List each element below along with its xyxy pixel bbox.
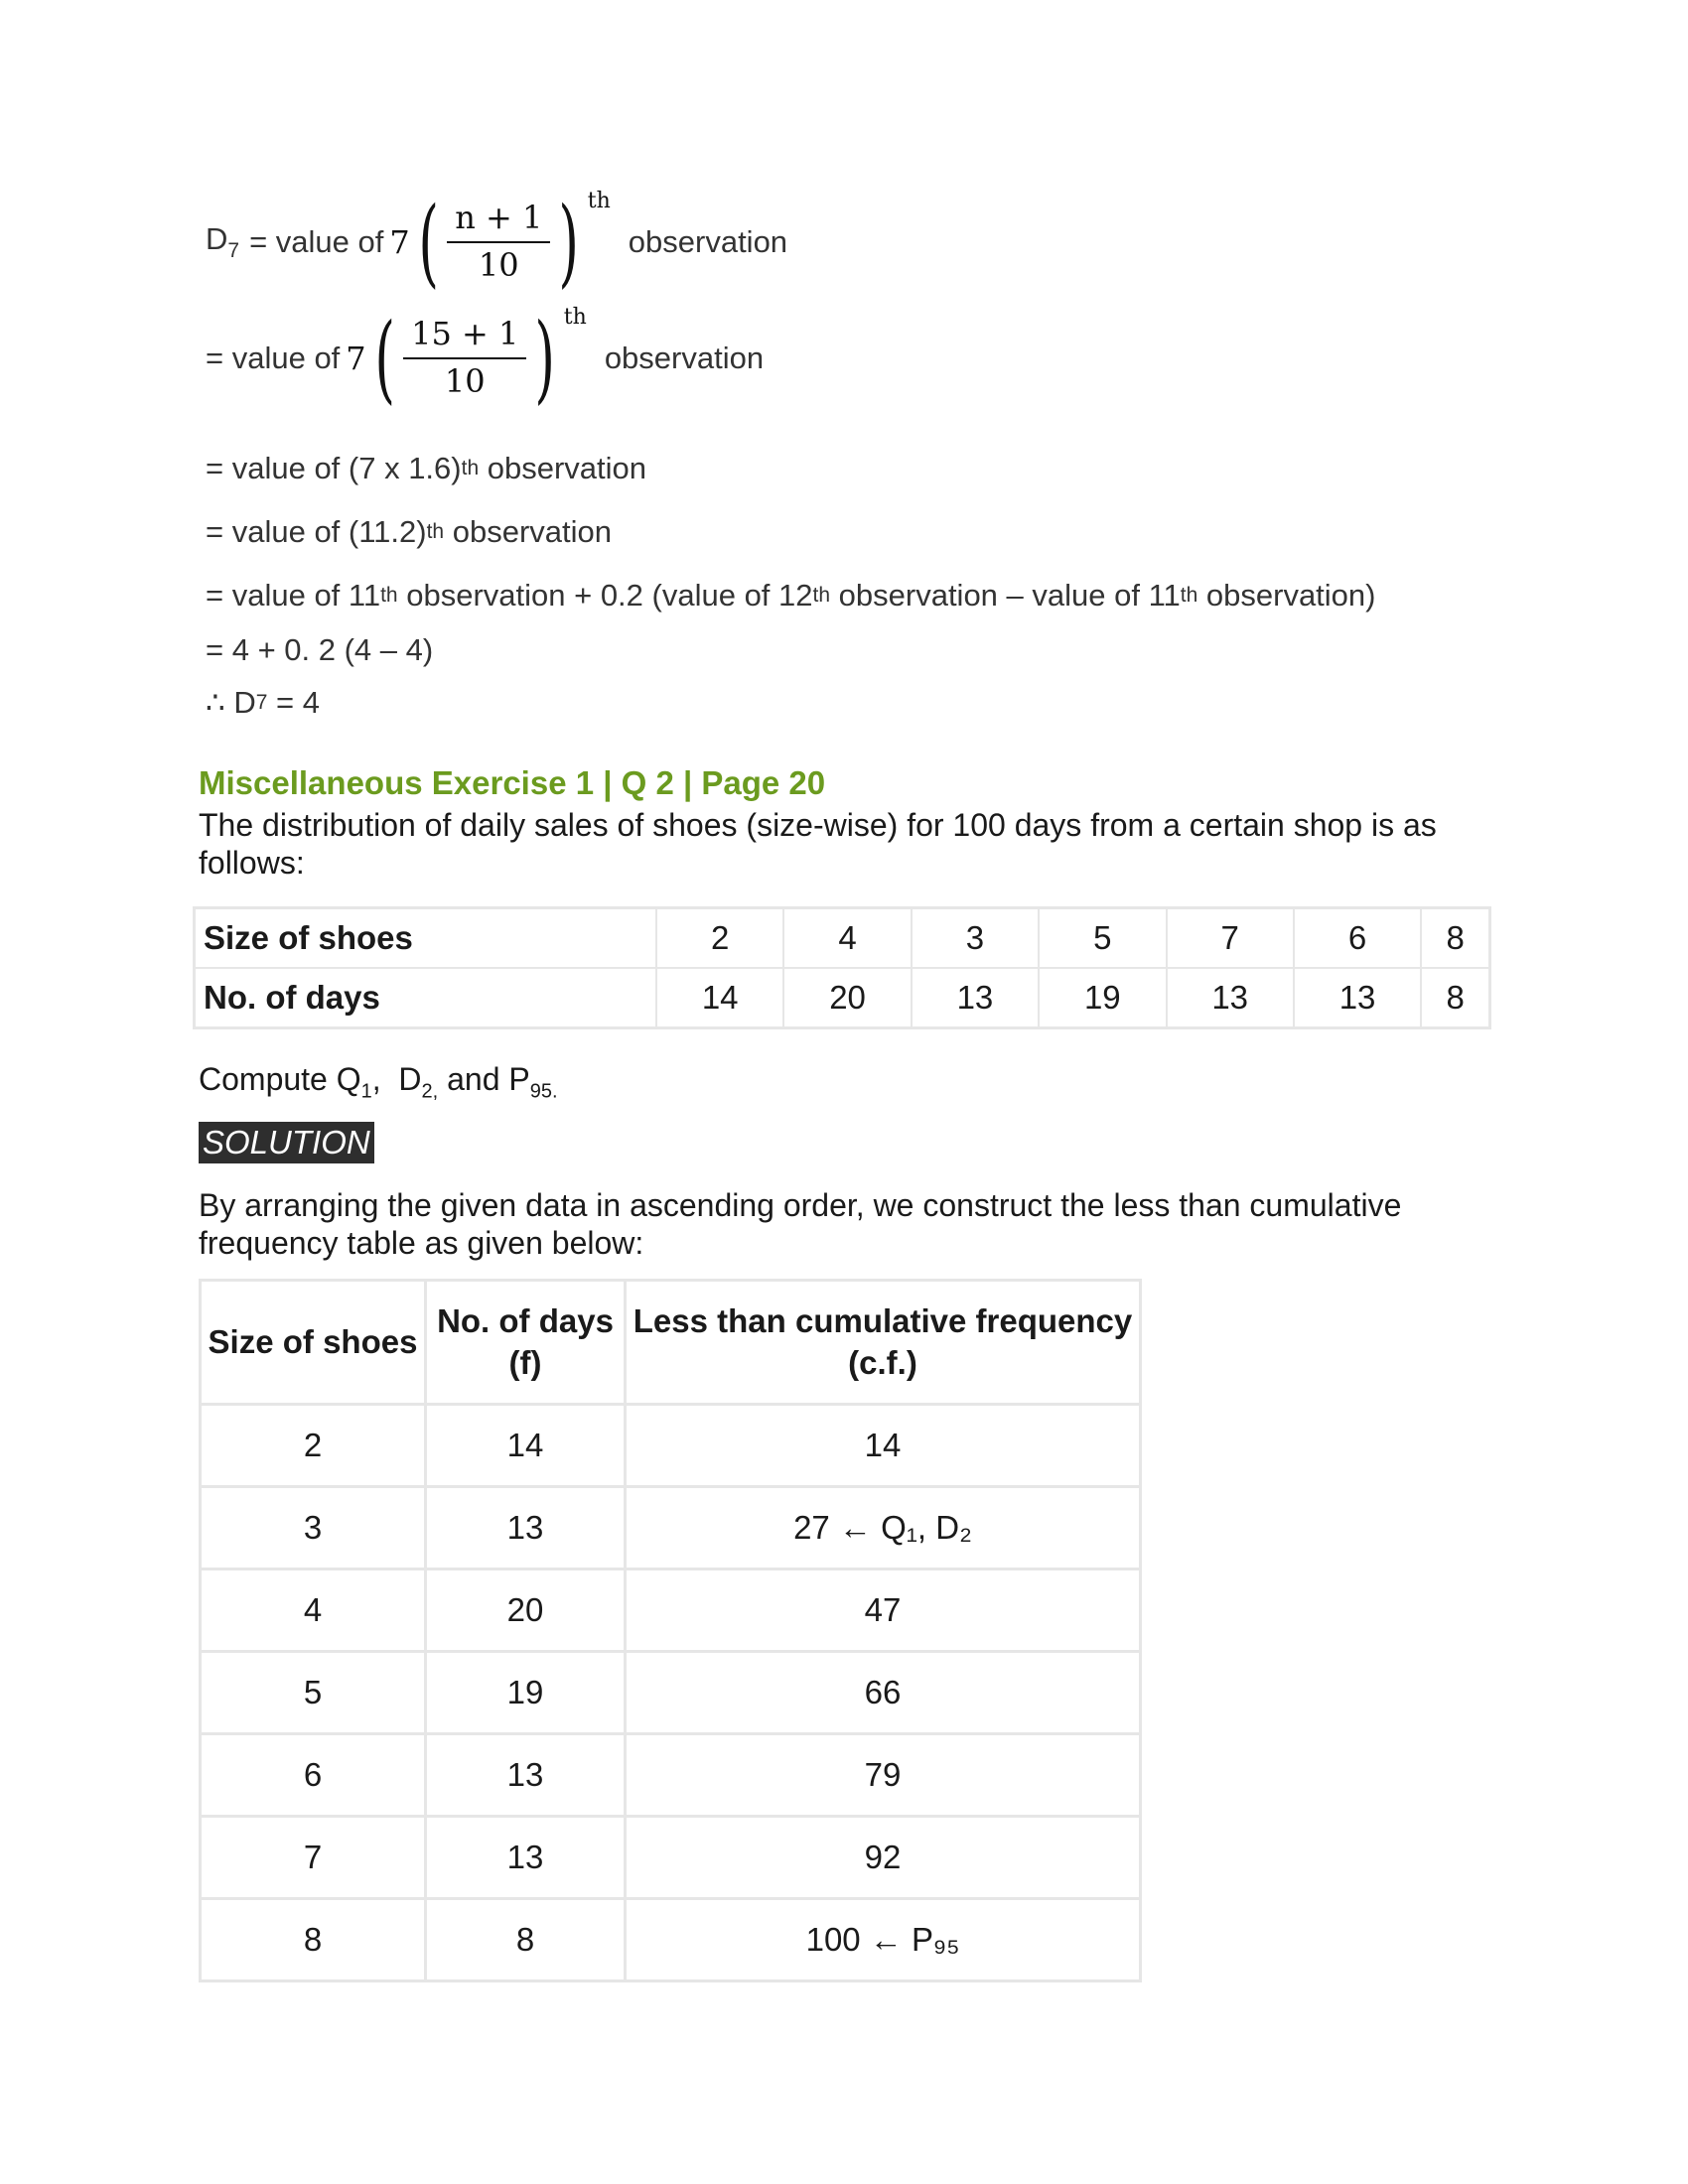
fraction-15-plus-1-over-10: $\frac{15 + 1}{10}$ [403, 318, 526, 398]
cumulative-frequency-body [201, 1405, 1141, 1981]
cell-f: 20 [426, 1570, 626, 1652]
row-label-days: No. of days [195, 968, 657, 1028]
cell-cf: 27 ← Q₁, D₂ [626, 1487, 1141, 1570]
cell-size: 6 [201, 1734, 426, 1817]
right-paren: ) [558, 187, 580, 298]
observation-word: observation [628, 224, 788, 259]
table-row [201, 1734, 1141, 1817]
cell-size: 3 [201, 1487, 426, 1570]
step-line-5: = value of 11 th observation + 0.2 (value of 12 th observation – value of 11 th observation) [206, 578, 1376, 613]
days-cell: 14 [656, 968, 783, 1028]
size-cell: 8 [1421, 908, 1489, 969]
cell-cf: 100 ← P₉₅ [626, 1899, 1141, 1981]
coefficient-seven: 7 [346, 340, 366, 377]
cell-size: 8 [201, 1899, 426, 1981]
size-cell: 4 [783, 908, 911, 969]
cell-size: 2 [201, 1405, 426, 1487]
step-line-4: = value of (11.2) th observation [206, 514, 613, 549]
th-superscript: th [587, 189, 611, 213]
table-row [201, 1487, 1141, 1570]
col-header-cf: Less than cumulative frequency (c.f.) [626, 1281, 1141, 1405]
table-row [201, 1405, 1141, 1487]
solution-intro: By arranging the given data in ascending order, we construct the less than cumulative frequency table as given below: [199, 1187, 1402, 1261]
cell-f: 13 [426, 1487, 626, 1570]
table-header-row [201, 1281, 1141, 1405]
days-cell: 13 [1294, 968, 1421, 1028]
exercise-intro: The distribution of daily sales of shoes (size-wise) for 100 days from a certain shop is as follows: [199, 807, 1437, 881]
shoe-sales-table [193, 906, 1491, 1029]
d7-substitution-line [206, 303, 765, 414]
cell-size: 5 [201, 1652, 426, 1734]
table-row [201, 1652, 1141, 1734]
days-cell: 20 [783, 968, 911, 1028]
d7-result-line: ∴ D 7 = 4 [206, 685, 320, 720]
size-cell: 5 [1039, 908, 1166, 969]
days-cell: 19 [1039, 968, 1166, 1028]
left-paren: ( [374, 303, 395, 414]
table-row [195, 908, 1490, 969]
coefficient-seven: 7 [389, 223, 410, 261]
days-cell: 13 [912, 968, 1039, 1028]
cell-cf: 92 [626, 1817, 1141, 1899]
fraction-n-plus-1-over-10: $\frac{n + 1}{10}$ [447, 202, 550, 282]
size-cell: 3 [912, 908, 1039, 969]
days-cell: 13 [1167, 968, 1294, 1028]
d7-formula-line [206, 187, 788, 298]
cell-cf: 47 [626, 1570, 1141, 1652]
cell-f: 13 [426, 1734, 626, 1817]
observation-word: observation [604, 341, 765, 375]
size-cell: 6 [1294, 908, 1421, 969]
cell-f: 8 [426, 1899, 626, 1981]
th-superscript: th [563, 305, 587, 330]
exercise-heading: Miscellaneous Exercise 1 | Q 2 | Page 20 [199, 764, 826, 801]
cell-cf: 14 [626, 1405, 1141, 1487]
col-header-size: Size of shoes [201, 1281, 426, 1405]
left-paren: ( [418, 187, 439, 298]
equals-value-of: = value of [206, 341, 341, 375]
cell-cf: 79 [626, 1734, 1141, 1817]
size-cell: 2 [656, 908, 783, 969]
col-header-days: No. of days (f) [426, 1281, 626, 1405]
cell-f: 19 [426, 1652, 626, 1734]
cell-size: 4 [201, 1570, 426, 1652]
d7-symbol: $D_7$ [206, 221, 240, 262]
cumulative-frequency-table [199, 1279, 1142, 1982]
table-row [195, 968, 1490, 1028]
size-cell: 7 [1167, 908, 1294, 969]
step-line-6: = 4 + 0. 2 (4 – 4) [206, 632, 434, 667]
cell-cf: 66 [626, 1652, 1141, 1734]
cell-size: 7 [201, 1817, 426, 1899]
days-cell: 8 [1421, 968, 1489, 1028]
compute-instruction: Compute $Q_1$, $D_{2,}$ and $P_{95.}$ [199, 1061, 558, 1103]
right-paren: ) [534, 303, 556, 414]
solution-label: SOLUTION [199, 1122, 374, 1163]
step-line-3: = value of (7 x 1.6) th observation [206, 451, 647, 485]
table-row [201, 1817, 1141, 1899]
table-row [201, 1570, 1141, 1652]
cell-f: 13 [426, 1817, 626, 1899]
row-label-size: Size of shoes [195, 908, 657, 969]
cell-f: 14 [426, 1405, 626, 1487]
table-row [201, 1899, 1141, 1981]
equals-value-of: = value of [249, 224, 384, 259]
